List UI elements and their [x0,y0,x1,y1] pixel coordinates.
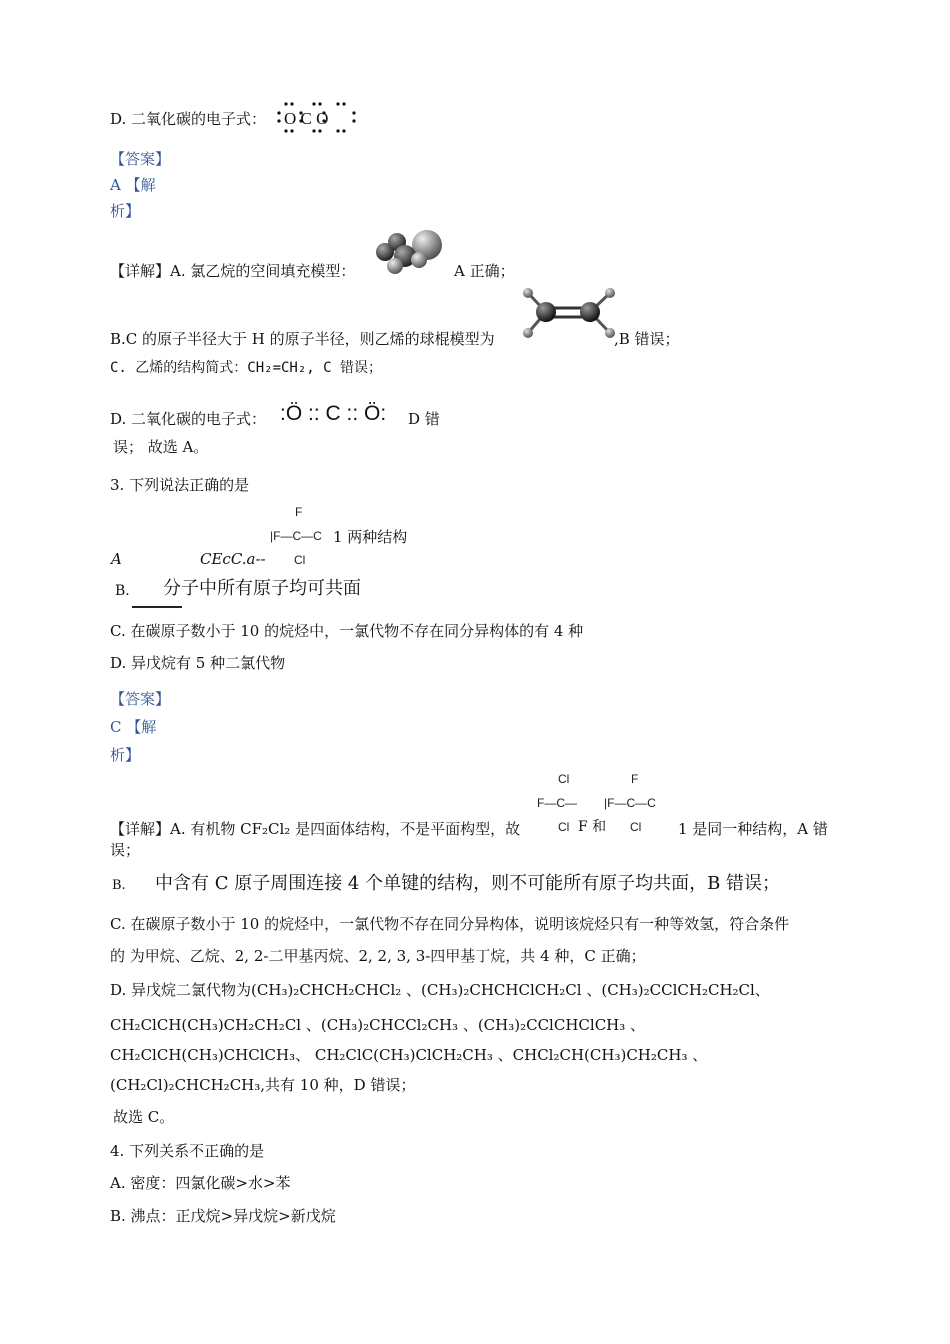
q4-stem: 4. 下列关系不正确的是 [110,1142,265,1160]
ethylene-ball-stick-model [520,285,618,341]
chloroethane-space-filling-model [375,228,445,276]
q3-detail-d-2: CH₂ClCH(CH₃)CH₂CH₂Cl 、(CH₃)₂CHCCl₂CH₃ 、(CH₃)₂CClCHClCH₃ 、 [110,1016,646,1034]
q2-detail-d-cont: 误； 故选 A。 [113,438,209,456]
q3-struct2-mid: |F—C—C [604,796,656,810]
q3-a-struct-top: F [295,505,303,519]
q3-detail-b-letter: B. [112,878,126,893]
q3-struct1-tail: F 和 [578,819,607,835]
q3-a-struct-tail: 1 两种结构 [333,528,408,546]
q2-analysis-tail: 析】 [110,202,141,220]
q3-option-c: C. 在碳原子数小于 10 的烷烃中，一氯代物不存在同分异构体的有 4 种 [110,622,584,640]
q3-detail-c-2: 的 为甲烷、乙烷、2, 2-二甲基丙烷、2, 2, 3, 3-四甲基丁烷，共 4 种，C 正确； [110,947,646,965]
q3-detail-a-cont: 误； [110,841,141,859]
q3-detail-a-suffix: 1 是同一种结构，A 错 [678,820,828,838]
q3-detail-c-1: C. 在碳原子数小于 10 的烷烃中，一氯代物不存在同分异构体，说明该烷烃只有一种等效氢，符合条件 [110,915,790,933]
q2-detail-b-suffix: ,B 错误； [614,330,680,348]
q2-co2-formula-large: :Ö :: C :: Ö: [280,402,387,425]
q2-detail-d-suffix: D 错 [408,410,440,428]
q2-answer-line: A 【解 [110,176,156,194]
q2-option-d: D. 二氧化碳的电子式： [110,110,267,128]
q3-struct2-bottom: Cl [630,820,642,834]
q3-option-b-text: 分子中所有原子均可共面 [163,578,361,599]
q3-a-struct-bottom: Cl [294,553,306,567]
q3-stem: 3. 下列说法正确的是 [110,476,250,494]
q3-option-b-letter: B. [115,583,130,599]
q2-answer-heading: 【答案】 [110,150,171,168]
q3-analysis-tail: 析】 [110,746,141,764]
q2-detail-c: C. 乙烯的结构简式：CH₂=CH₂, C 错误； [110,360,383,376]
q2-detail-b: B.C 的原子半径大于 H 的原子半径，则乙烯的球棍模型为 [110,330,495,348]
q3-conclusion: 故选 C。 [113,1108,175,1126]
q3-struct1-mid: F—C— [537,796,577,810]
co2-formula-text: O C O [284,109,329,128]
q3-option-d: D. 异戊烷有 5 种二氯代物 [110,654,286,672]
q2-detail-a-suffix: A 正确； [454,262,515,280]
q3-detail-d-4: (CH₂Cl)₂CHCH₂CH₃,共有 10 种，D 错误； [110,1076,416,1094]
q3-option-a-text: CEcC.a-- [200,550,266,568]
q3-answer-line: C 【解 [110,718,157,736]
q3-detail-d-1: D. 异戊烷二氯代物为(CH₃)₂CHCH₂CHCl₂ 、(CH₃)₂CHCHClCH₂Cl 、(CH₃)₂CClCH₂CH₂Cl、 [110,981,770,999]
q3-answer-heading: 【答案】 [110,690,171,708]
q3-option-b-underline [132,606,182,608]
q4-option-b: B. 沸点：正戊烷>异戊烷>新戊烷 [110,1207,336,1225]
q3-option-a-letter: A [111,550,122,568]
q2-detail-d: D. 二氧化碳的电子式： [110,410,267,428]
q3-detail-b: 中含有 C 原子周围连接 4 个单键的结构，则不可能所有原子均共面，B 错误； [155,873,781,894]
q3-detail-d-3: CH₂ClCH(CH₃)CHClCH₃、 CH₂ClC(CH₃)ClCH₂CH₃ 、CHCl₂CH(CH₃)CH₂CH₃ 、 [110,1046,708,1064]
q3-struct1-top: Cl [558,772,570,786]
q3-struct1-bottom: Cl [558,820,570,834]
q3-struct2-top: F [631,772,639,786]
q4-option-a: A. 密度：四氯化碳>水>苯 [110,1174,291,1192]
q2-detail-a: 【详解】A. 氯乙烷的空间填充模型： [110,262,356,280]
q3-detail-a: 【详解】A. 有机物 CF₂Cl₂ 是四面体结构，不是平面构型，故 [110,820,521,838]
q3-a-struct-mid: |F—C—C [270,529,322,543]
co2-electron-formula [276,100,362,134]
